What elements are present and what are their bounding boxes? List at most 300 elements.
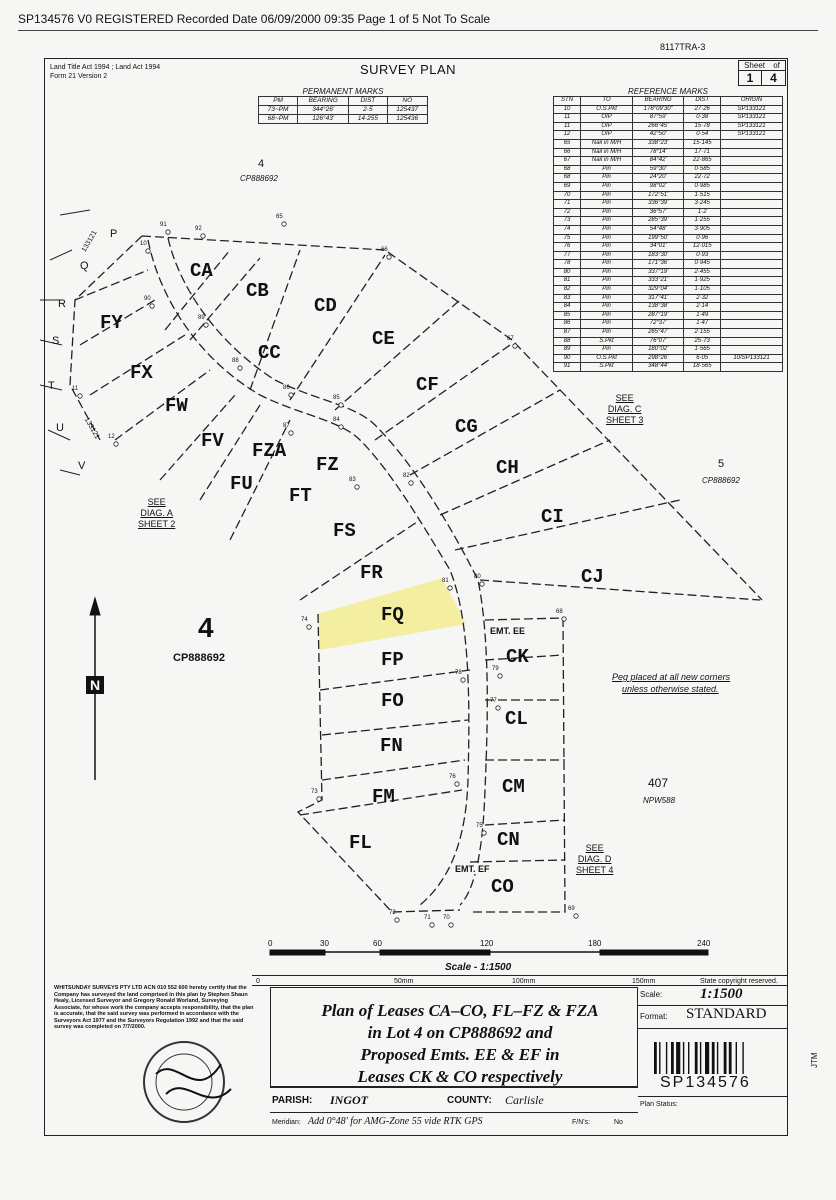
column-header: ORIGIN [721,97,783,106]
table-cell: 87°59' [632,114,683,123]
station-pin [282,222,286,226]
table-cell: 72°37' [632,320,683,329]
column-header: DIST [684,97,721,106]
lot-label-cd: CD [314,295,337,317]
table-cell: 86 [554,320,581,329]
lot-4-big-number: 4 [198,612,214,643]
lot-label-ck: CK [506,646,529,668]
table-cell: 25·73 [684,337,721,346]
lot-label-fz: FZ [316,454,339,476]
table-cell: 285°39' [632,217,683,226]
station-number: 78 [455,670,462,676]
table-cell: Pin [581,260,633,269]
table-cell: Pin [581,217,633,226]
lot-label-cn: CN [497,829,520,851]
side-code: JTM [810,1052,819,1068]
table-cell: 73~PM [259,106,298,115]
lot-label-fq: FQ [381,604,404,626]
lot-407-number: 407 [648,776,669,790]
plan-title [290,1000,630,1088]
diagram-note-line: SEE [147,497,166,507]
peg-note [612,671,730,695]
sheet-number: 1 [738,70,762,86]
north-label: N [86,676,104,694]
table-cell: 91 [554,363,581,372]
table-cell: SP133121 [721,114,783,123]
ruler-label: 150mm [632,978,656,985]
station-pin [307,625,311,629]
table-cell: 1·255 [684,217,721,226]
table-cell: O.S.Pkt [581,105,633,114]
station-pin [166,230,170,234]
lot-label-fs: FS [333,520,356,542]
table-cell: 17·71 [684,148,721,157]
station-pin [448,586,452,590]
lot-label-co: CO [491,876,514,898]
table-cell: 1·49 [684,311,721,320]
diagram-note-line: SEE [585,843,604,853]
barcode-bar [724,1042,727,1074]
diagram-note-line: SHEET 3 [606,415,644,425]
west-boundary [298,614,460,912]
table-cell: 329°04' [632,286,683,295]
divider [638,1096,788,1097]
station-number: 11 [72,386,79,392]
lot-label-cb: CB [246,280,269,302]
barcode-bar [700,1042,701,1074]
scale-tick-label: 180 [588,939,602,948]
permanent-marks-caption: PERMANENT MARKS [302,87,384,96]
barcode-bar [742,1042,743,1074]
table-cell: 76 [554,243,581,252]
fns-label: F/N's: [572,1119,591,1126]
boundary-letter: Q [80,260,89,272]
lot-label-fza: FZA [252,440,287,462]
table-cell: 12·015 [684,243,721,252]
boundary-letter: V [78,460,86,472]
lot-label-cj: CJ [581,566,604,588]
lot-label-ci: CI [541,506,564,528]
table-cell: 80 [554,268,581,277]
table-cell: 18·565 [684,363,721,372]
ruler-label: 0 [256,978,260,985]
table-cell: OIP [581,131,633,140]
station-pin [150,304,154,308]
surveyor-certificate: WHITSUNDAY SURVEYS PTY LTD ACN 010 552 600 hereby certify that the Company has surveyed the land comprised in this plan by Stephen Shaun Healy, Licensed Surveyor and Gregory Ronald Worland, Surveying Associate, for whose work the company accepts responsibility, that the plan is accurate, that the said survey was performed in accordance with the Surveyors Act 1977 and the Surveyors Regulation 1992 and that the said survey was completed on 7/7/2000. [54,985,254,1030]
station-pin [238,366,242,370]
boundary-letter: P [110,228,118,240]
station-pin [430,923,434,927]
act-line: Land Title Act 1994 ; Land Act 1994 [50,64,161,71]
table-cell: Pin [581,311,633,320]
station-number: 82 [403,473,410,479]
plan-status-label: Plan Status: [640,1101,678,1108]
road-reserve-east [168,238,487,905]
column-header: BEARING [632,97,683,106]
diagram-note-line: SEE [615,393,634,403]
plan-title-line: Proposed Emts. EE & EF in [360,1045,560,1064]
table-cell: 11 [554,114,581,123]
table-cell: 1·565 [684,346,721,355]
table-cell: SP133121 [721,122,783,131]
station-pin [513,344,517,348]
table-cell: Nail in M/H [581,139,633,148]
table-cell: 90 [554,354,581,363]
table-cell: 34°01' [632,243,683,252]
table-cell: 78 [554,260,581,269]
table-cell: 78°14' [632,148,683,157]
station-number: 86 [283,385,290,391]
table-cell: Pin [581,346,633,355]
station-number: 77 [490,698,497,704]
table-cell: 2·5 [349,106,387,115]
table-cell: Pin [581,234,633,243]
graphic-scale [270,950,708,955]
table-cell: 333°21' [632,277,683,286]
station-pin [78,394,82,398]
table-cell: 84 [554,303,581,312]
table-cell: Pin [581,208,633,217]
fns-value: No [614,1119,623,1126]
table-cell: 1·515 [684,191,721,200]
table-cell: Pin [581,165,633,174]
table-cell: Pin [581,200,633,209]
table-cell: Pin [581,320,633,329]
lot-4-plan: CP888692 [240,174,278,183]
table-cell: 42°50' [632,131,683,140]
table-cell: 72 [554,208,581,217]
surveyor-seal [136,1034,246,1129]
table-cell: 14·255 [349,115,387,124]
table-cell: 172°51' [632,191,683,200]
station-number: 72 [389,910,396,916]
table-cell: 336°39' [632,200,683,209]
table-cell: OIP [581,114,633,123]
table-cell: 0·54 [684,131,721,140]
table-cell: 180°02' [632,346,683,355]
barcode-bar [671,1042,674,1074]
diagram-note-line: DIAG. C [607,404,642,414]
table-cell: 0·985 [684,182,721,191]
lot-label-fr: FR [360,562,383,584]
lot-label-fp: FP [381,649,404,671]
lot-label-ca: CA [190,260,213,282]
diagram-note-line: SHEET 4 [576,865,614,875]
table-cell: Pin [581,174,633,183]
county-label: COUNTY: [447,1095,492,1106]
station-pin [387,255,391,259]
table-cell: 73 [554,217,581,226]
barcode-bar [683,1042,684,1074]
table-cell: 2·455 [684,268,721,277]
station-pin [498,674,502,678]
barcode-bar [736,1042,737,1074]
table-cell: 68 [554,165,581,174]
boundary-letter: S [52,335,60,347]
station-number: 70 [443,915,450,921]
table-cell: 54°48' [632,225,683,234]
table-cell: 15·78 [684,122,721,131]
table-cell: 84°42' [632,157,683,166]
table-cell: 298°26' [632,354,683,363]
table-cell: 76°07' [632,337,683,346]
barcode-bar [712,1042,715,1074]
diagram-note-line: SHEET 2 [138,519,176,529]
scale-field-label: Scale: [640,990,663,999]
table-cell: 85 [554,311,581,320]
table-cell: 12 [554,131,581,140]
table-cell: 22·72 [684,174,721,183]
table-cell: 68~PM [259,115,298,124]
lot-4-big-plan: CP888692 [173,652,225,664]
table-cell: 1·47 [684,320,721,329]
table-cell: 22·865 [684,157,721,166]
station-number: 84 [333,417,340,423]
format-field-label: Format: [640,1012,668,1021]
station-pin [201,234,205,238]
lot-label-cg: CG [455,416,478,438]
table-cell: 77 [554,251,581,260]
document-header: SP134576 V0 REGISTERED Recorded Date 06/09/2000 09:35 Page 1 of 5 Not To Scale [18,12,491,26]
column-header: PM [259,97,298,106]
station-pin [482,831,486,835]
table-cell: 0·38 [684,114,721,123]
lot-label-ch: CH [496,457,519,479]
survey-plan-title: SURVEY PLAN [360,62,457,77]
ruler-line [252,975,788,976]
table-cell: 59°30' [632,165,683,174]
table-cell: 75 [554,234,581,243]
divider [270,1112,638,1113]
diagram-note-line: DIAG. A [140,508,173,518]
ruler-label: 50mm [394,978,414,985]
peg-note-line: Peg placed at all new corners [612,672,731,682]
column-header: TO [581,97,633,106]
table-cell: 2·32 [684,294,721,303]
table-cell: Pin [581,191,633,200]
table-cell: 71 [554,200,581,209]
meridian-value: Add 0°48' for AMG-Zone 55 vide RTK GPS [308,1116,483,1127]
station-pin [455,782,459,786]
table-cell: 337°19' [632,268,683,277]
easement-ee-label: EMT. EE [490,626,526,636]
table-cell: 98°02' [632,182,683,191]
parish-value: INGOT [330,1093,368,1107]
table-cell: S.Pkt [581,363,633,372]
station-number: 76 [449,774,456,780]
table-cell: 266°45' [632,122,683,131]
station-number: 71 [424,915,431,921]
table-cell: 125436 [387,115,427,124]
lot-5-number: 5 [718,458,725,470]
station-pin [395,918,399,922]
table-cell: 83 [554,294,581,303]
lot-label-cf: CF [416,374,439,396]
table-cell: 317°41' [632,294,683,303]
table-cell: 68 [554,174,581,183]
table-cell: Pin [581,286,633,295]
station-pin [317,797,321,801]
table-cell: 81 [554,277,581,286]
lot-label-fl: FL [349,832,372,854]
station-pin [562,617,566,621]
station-number: 92 [195,226,202,232]
station-number: 69 [568,906,575,912]
station-pin [289,393,293,397]
scale-field-value: 1:1500 [700,986,743,1002]
station-number: 74 [301,617,308,623]
column-header: NO [387,97,427,106]
table-cell: 344°26' [298,106,349,115]
table-cell: 2·155 [684,329,721,338]
lot-label-cc: CC [258,342,281,364]
sheet-total: 4 [761,70,786,86]
station-number: 67 [507,336,514,342]
station-number: 87 [283,423,290,429]
table-cell: SP133121 [721,131,783,140]
station-number: 88 [232,358,239,364]
plan-title-line: Leases CK & CO respectively [357,1067,563,1086]
barcode-bar [729,1042,732,1074]
station-pins [78,222,578,927]
table-cell: 3·245 [684,200,721,209]
barcode-bar [676,1042,680,1074]
station-number: 89 [198,315,205,321]
barcode-bar [659,1042,660,1074]
station-pin [355,485,359,489]
station-pin [449,923,453,927]
station-number: 83 [349,477,356,483]
divider [638,1028,788,1029]
table-cell: 0·945 [684,260,721,269]
table-cell: Pin [581,329,633,338]
lot-5-plan: CP888692 [702,476,740,485]
scale-tick-label: 0 [268,939,273,948]
table-cell: Pin [581,303,633,312]
lot-label-fn: FN [380,735,403,757]
table-cell: 125437 [387,106,427,115]
table-cell: 178°09'30" [632,105,683,114]
column-header: DIST [349,97,387,106]
table-cell: SP133121 [721,105,783,114]
station-pin [480,582,484,586]
act-line: Form 21 Version 2 [50,73,108,80]
station-number: 66 [381,247,388,253]
sheet-reference: 8117TRA-3 [660,42,706,52]
plan-number: SP134576 [660,1074,751,1091]
station-pin [204,323,208,327]
station-pin [339,403,343,407]
lot-label-ft: FT [289,485,312,507]
easement-ef-label: EMT. EF [455,864,490,874]
table-cell: Pin [581,182,633,191]
station-number: 91 [160,222,167,228]
station-pin [114,442,118,446]
table-cell: Pin [581,294,633,303]
see-diagram-d [576,843,613,876]
table-cell: 0·585 [684,165,721,174]
table-cell: 89 [554,346,581,355]
table-cell: 0·93 [684,251,721,260]
lot-4-number: 4 [258,158,265,170]
divider [270,1087,638,1088]
station-number: 73 [311,789,318,795]
lot-label-cl: CL [505,708,528,730]
boundary-letter: R [58,298,66,310]
lot-label-fm: FM [372,786,395,808]
barcode-bar [695,1042,698,1074]
table-cell: Pin [581,251,633,260]
table-cell: OIP [581,122,633,131]
boundary-letter: T [48,380,55,392]
lot-label-fy: FY [100,312,123,334]
station-number: 65 [276,214,283,220]
table-cell: 126°43' [298,115,349,124]
ruler-label: 100mm [512,978,536,985]
scale-label: Scale - 1:1500 [445,962,512,973]
lot-label-fx: FX [130,362,153,384]
scale-tick-label: 240 [697,939,711,948]
table-cell: 67 [554,157,581,166]
table-cell: 1·2 [684,208,721,217]
table-cell: 138°38' [632,303,683,312]
table-cell: 183°30' [632,251,683,260]
table-cell: 6·05 [684,354,721,363]
station-number: 79 [492,666,499,672]
table-cell: 338°23' [632,139,683,148]
table-cell: 265°47' [632,329,683,338]
table-cell: S.Pkt [581,337,633,346]
station-number: 10 [140,241,147,247]
barcode-bar [654,1042,657,1074]
peg-note-line: unless otherwise stated. [622,684,719,694]
table-cell: 0·96 [684,234,721,243]
meridian-label: Meridian: [272,1119,301,1126]
see-diagram-a [138,497,175,530]
barcode-bar [705,1042,709,1074]
table-cell: Pin [581,277,633,286]
sheet-label: Sheet [744,61,765,70]
table-cell: 88 [554,337,581,346]
barcode-bar [717,1042,718,1074]
table-cell: 69 [554,182,581,191]
table-cell: 10/SP133121 [721,354,783,363]
plan-title-line: in Lot 4 on CP888692 and [367,1023,553,1042]
table-cell: 27·26 [684,105,721,114]
table-cell: 15·145 [684,139,721,148]
table-cell: 87 [554,329,581,338]
station-pin [496,706,500,710]
station-number: 90 [144,296,151,302]
table-cell: 348°44' [632,363,683,372]
lot-407-plan: NPW588 [643,796,676,805]
table-cell: 74 [554,225,581,234]
table-cell: 199°50' [632,234,683,243]
column-header: STN [554,97,581,106]
station-pin [289,431,293,435]
table-cell: 70 [554,191,581,200]
table-cell: 11 [554,122,581,131]
parish-label: PARISH: [272,1095,313,1106]
table-cell: 36°57' [632,208,683,217]
plan-ref-133121: 133121 [80,229,99,254]
lot-label-fu: FU [230,473,253,495]
diagram-note-line: DIAG. D [577,854,612,864]
lot-label-fo: FO [381,690,404,712]
table-cell: Nail in M/H [581,157,633,166]
column-header: BEARING [298,97,349,106]
station-pin [339,425,343,429]
